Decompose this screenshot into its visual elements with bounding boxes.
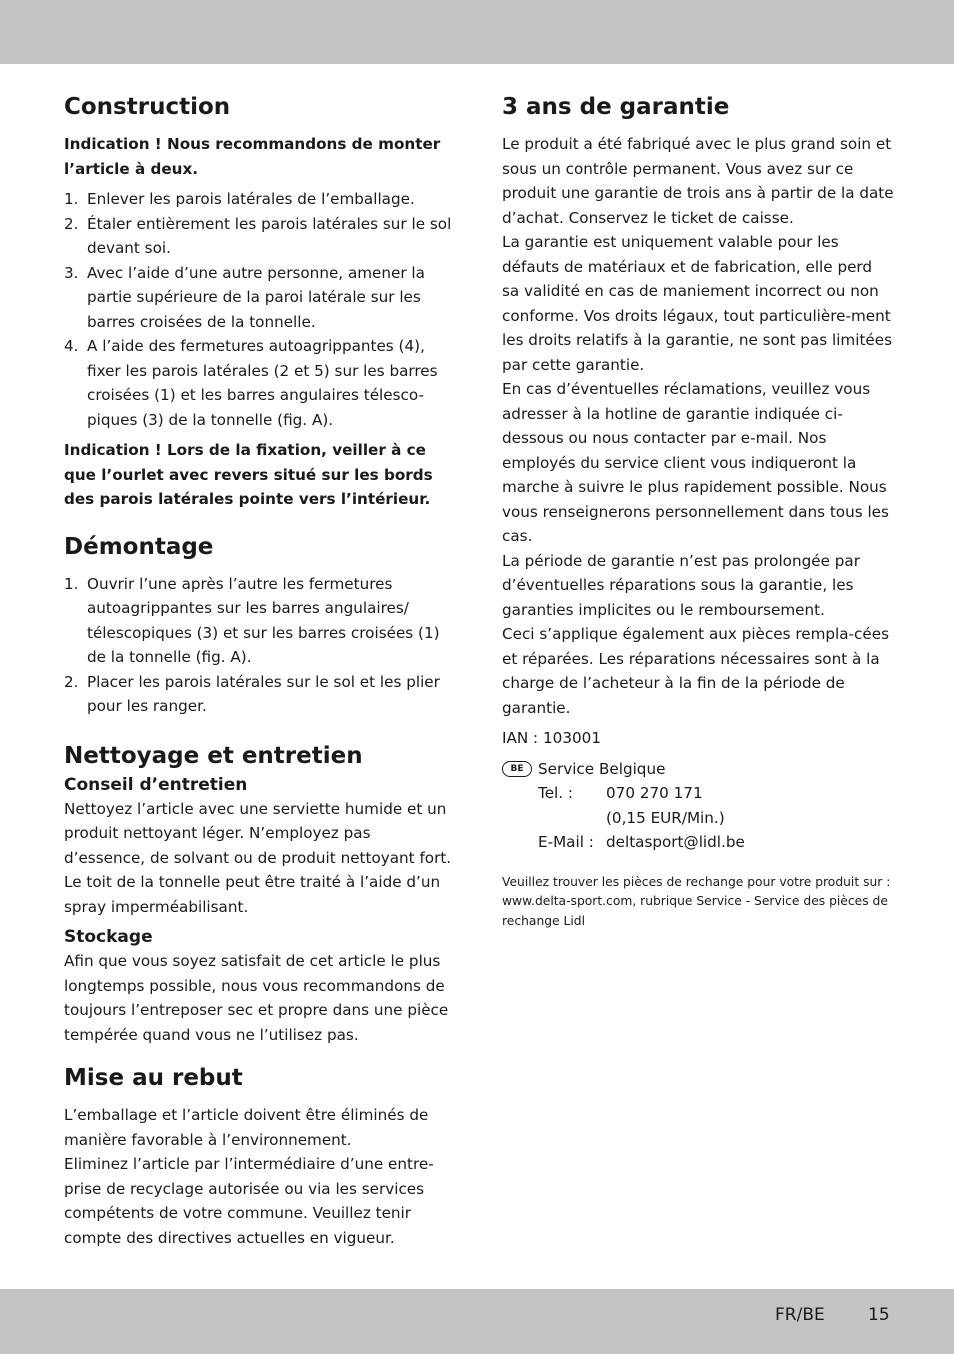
- tel-value: 070 270 171: [606, 784, 703, 802]
- service-block: [502, 757, 894, 855]
- ian-number: IAN : 103001: [502, 729, 601, 747]
- left-column: [64, 90, 454, 1250]
- service-tel-row: [502, 781, 894, 806]
- belgium-country-badge-icon: BE: [502, 761, 532, 777]
- spare-parts-note: Veuillez trouver les pièces de rechange pour votre produit sur : www.delta-sport.com, rubrique Service - Service des pièces de rechange Lidl: [502, 874, 891, 928]
- construction-section: [64, 90, 454, 512]
- garantie-paragraph: La période de garantie n’est pas prolongée par d’éventuelles réparations sous la garantie, les garanties implicites ou le remboursement.: [502, 551, 860, 619]
- list-item: 3. Avec l’aide d’une autre personne, amener la partie supérieure de la paroi latérale sur les barres croisées de la tonnelle.: [64, 263, 425, 331]
- demontage-section: [64, 530, 454, 719]
- tel-rate: (0,15 EUR/Min.): [606, 808, 725, 827]
- page-number: 15: [868, 1305, 890, 1325]
- list-item: 2. Placer les parois latérales sur le sol et les plier pour les ranger.: [64, 672, 440, 715]
- rebut-title: Mise au rebut: [64, 1065, 243, 1091]
- construction-note-2: Indication ! Lors de la fixation, veiller à ce que l’ourlet avec revers situé sur les bords des parois latérales pointe vers l’intérieur.: [64, 441, 433, 508]
- garantie-paragraph: Le produit a été fabriqué avec le plus grand soin et sous un contrôle permanent. Vous avez sur ce produit une garantie de trois ans à partir de la date d’achat. Conservez le ticket de caisse.: [502, 135, 894, 227]
- list-item: 4. A l’aide des fermetures autoagrippantes (4), fixer les parois latérales (2 et 5) sur les barres croisées (1) et les barres angulaires télesco-piques (3) de la tonnelle (fig. A).: [64, 337, 438, 429]
- email-label: E-Mail :: [538, 833, 594, 851]
- conseil-text: Nettoyez l’article avec une serviette humide et un produit nettoyant léger. N’employez pas d’essence, de solvant ou de produit nettoyant fort. Le toit de la tonnelle peut être traité à l’aide d’un spray imperméabilisant.: [64, 799, 452, 916]
- nettoyage-title: Nettoyage et entretien: [64, 742, 363, 769]
- construction-note-1: Indication ! Nous recommandons de monter l’article à deux.: [64, 135, 441, 178]
- demontage-title: Démontage: [64, 533, 214, 560]
- right-column: [502, 90, 894, 931]
- nettoyage-section: [64, 739, 454, 1048]
- demontage-steps: [64, 572, 454, 719]
- footer-language: FR/BE: [775, 1305, 825, 1325]
- construction-title: Construction: [64, 94, 231, 120]
- stockage-text: Afin que vous soyez satisfait de cet article le plus longtemps possible, nous vous recommandons de toujours l’entreposer sec et propre dans une pièce tempérée quand vous ne l’utilisez pas.: [64, 952, 449, 1044]
- conseil-title: Conseil d’entretien: [64, 774, 248, 795]
- list-item: 1. Enlever les parois latérales de l’emballage.: [64, 190, 415, 208]
- tel-label: Tel. :: [538, 784, 574, 802]
- stockage-title: Stockage: [64, 927, 153, 947]
- header-band: [0, 0, 954, 64]
- email-value: deltasport@lidl.be: [606, 833, 745, 851]
- rebut-text-2: Eliminez l’article par l’intermédiaire d’une entre-prise de recyclage autorisée ou via les services compétents de votre commune. Veuillez tenir compte des directives actuelles en vigueur.: [64, 1155, 434, 1247]
- garantie-paragraph: Ceci s’applique également aux pièces rempla-cées et réparées. Les réparations nécessaires sont à la charge de l’acheteur à la fin de la période de garantie.: [502, 625, 889, 717]
- list-item: 2. Étaler entièrement les parois latérales sur le sol devant soi.: [64, 214, 452, 257]
- garantie-title: 3 ans de garantie: [502, 94, 730, 120]
- rebut-section: [64, 1061, 454, 1250]
- service-rate-row: [502, 806, 894, 831]
- service-email-row: [502, 830, 894, 855]
- list-item: 1. Ouvrir l’une après l’autre les fermetures autoagrippantes sur les barres angulaires/ télescopiques (3) et sur les barres croisées (1) de la tonnelle (fig. A).: [64, 574, 440, 666]
- rebut-text-1: L’emballage et l’article doivent être éliminés de manière favorable à l’environnement.: [64, 1106, 429, 1149]
- construction-steps: [64, 187, 454, 432]
- service-name: Service Belgique: [538, 759, 666, 778]
- garantie-paragraph: En cas d’éventuelles réclamations, veuillez vous adresser à la hotline de garantie indiquée ci-dessous ou nous contacter par e-mail. Nos employés du service client vous indiqueront la marche à suivre le plus rapidement possible. Nous vous renseignerons personnellement dans tous les cas.: [502, 380, 889, 545]
- garantie-section: [502, 90, 894, 931]
- garantie-paragraph: La garantie est uniquement valable pour les défauts de matériaux et de fabrication, elle perd sa validité en cas de maniement incorrect ou non conforme. Vos droits légaux, tout particulière-ment les droits relatifs à la garantie, ne sont pas limitées par cette garantie.: [502, 233, 892, 374]
